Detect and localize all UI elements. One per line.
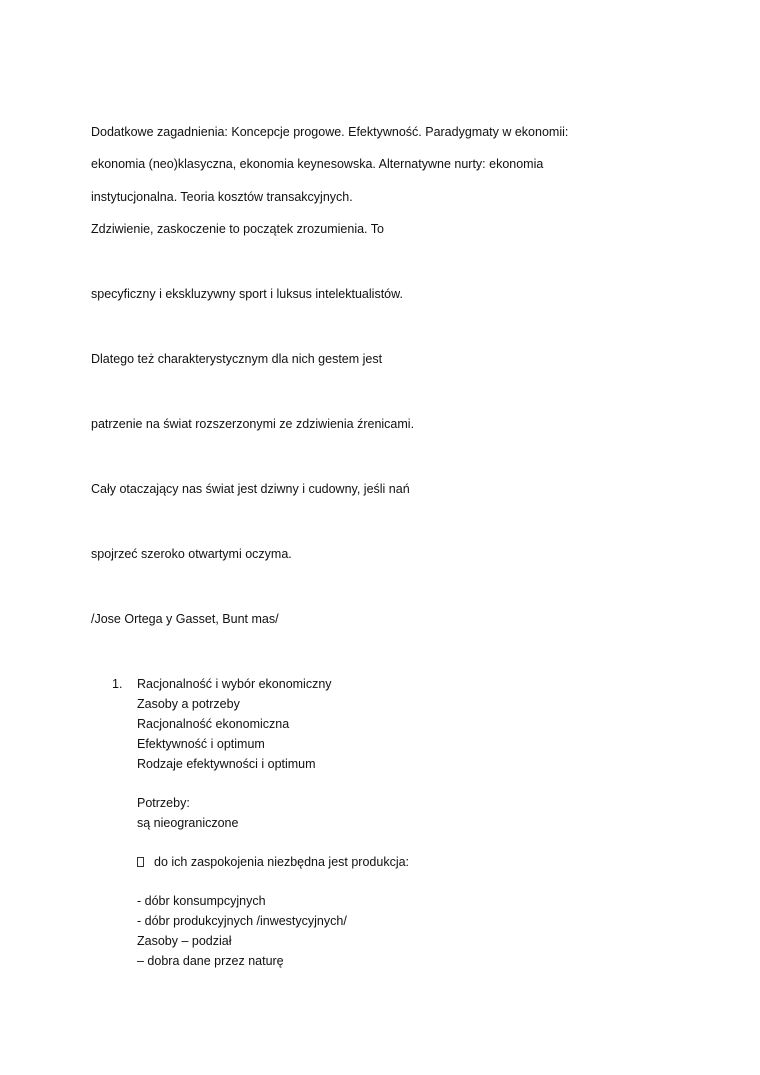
list-topic: Racjonalność ekonomiczna bbox=[137, 717, 290, 731]
resources-item: – dobra dane przez naturę bbox=[137, 954, 284, 968]
quote-line: patrzenie na świat rozszerzonymi ze zdziwienia źrenicami. bbox=[91, 417, 415, 431]
quote-line: Cały otaczający nas świat jest dziwny i cudowny, jeśli nań bbox=[91, 482, 410, 496]
quote-line: Zdziwienie, zaskoczenie to początek zrozumienia. To bbox=[91, 222, 384, 236]
quote-line: Dlatego też charakterystycznym dla nich gestem jest bbox=[91, 352, 383, 366]
needs-heading: Potrzeby: bbox=[137, 796, 190, 810]
list-topic: Efektywność i optimum bbox=[137, 737, 265, 751]
production-note-row bbox=[137, 854, 409, 870]
paragraph-line: Dodatkowe zagadnienia: Koncepcje progowe. Efektywność. Paradygmaty w ekonomii: bbox=[91, 125, 569, 139]
quote-attribution: /Jose Ortega y Gasset, Bunt mas/ bbox=[91, 612, 279, 626]
list-number: 1. bbox=[112, 677, 123, 691]
list-topic: Zasoby a potrzeby bbox=[137, 697, 240, 711]
goods-item: - dóbr produkcyjnych /inwestycyjnych/ bbox=[137, 914, 347, 928]
missing-glyph-icon bbox=[137, 857, 144, 867]
resources-heading: Zasoby – podział bbox=[137, 934, 232, 948]
list-topic: Racjonalność i wybór ekonomiczny bbox=[137, 677, 332, 691]
production-note: do ich zaspokojenia niezbędna jest produkcja: bbox=[154, 855, 410, 869]
quote-line: specyficzny i ekskluzywny sport i luksus intelektualistów. bbox=[91, 287, 403, 301]
paragraph-line: instytucjonalna. Teoria kosztów transakcyjnych. bbox=[91, 190, 353, 204]
goods-item: - dóbr konsumpcyjnych bbox=[137, 894, 266, 908]
list-topic: Rodzaje efektywności i optimum bbox=[137, 757, 316, 771]
needs-value: są nieograniczone bbox=[137, 816, 239, 830]
quote-line: spojrzeć szeroko otwartymi oczyma. bbox=[91, 547, 292, 561]
paragraph-line: ekonomia (neo)klasyczna, ekonomia keynesowska. Alternatywne nurty: ekonomia bbox=[91, 157, 544, 171]
